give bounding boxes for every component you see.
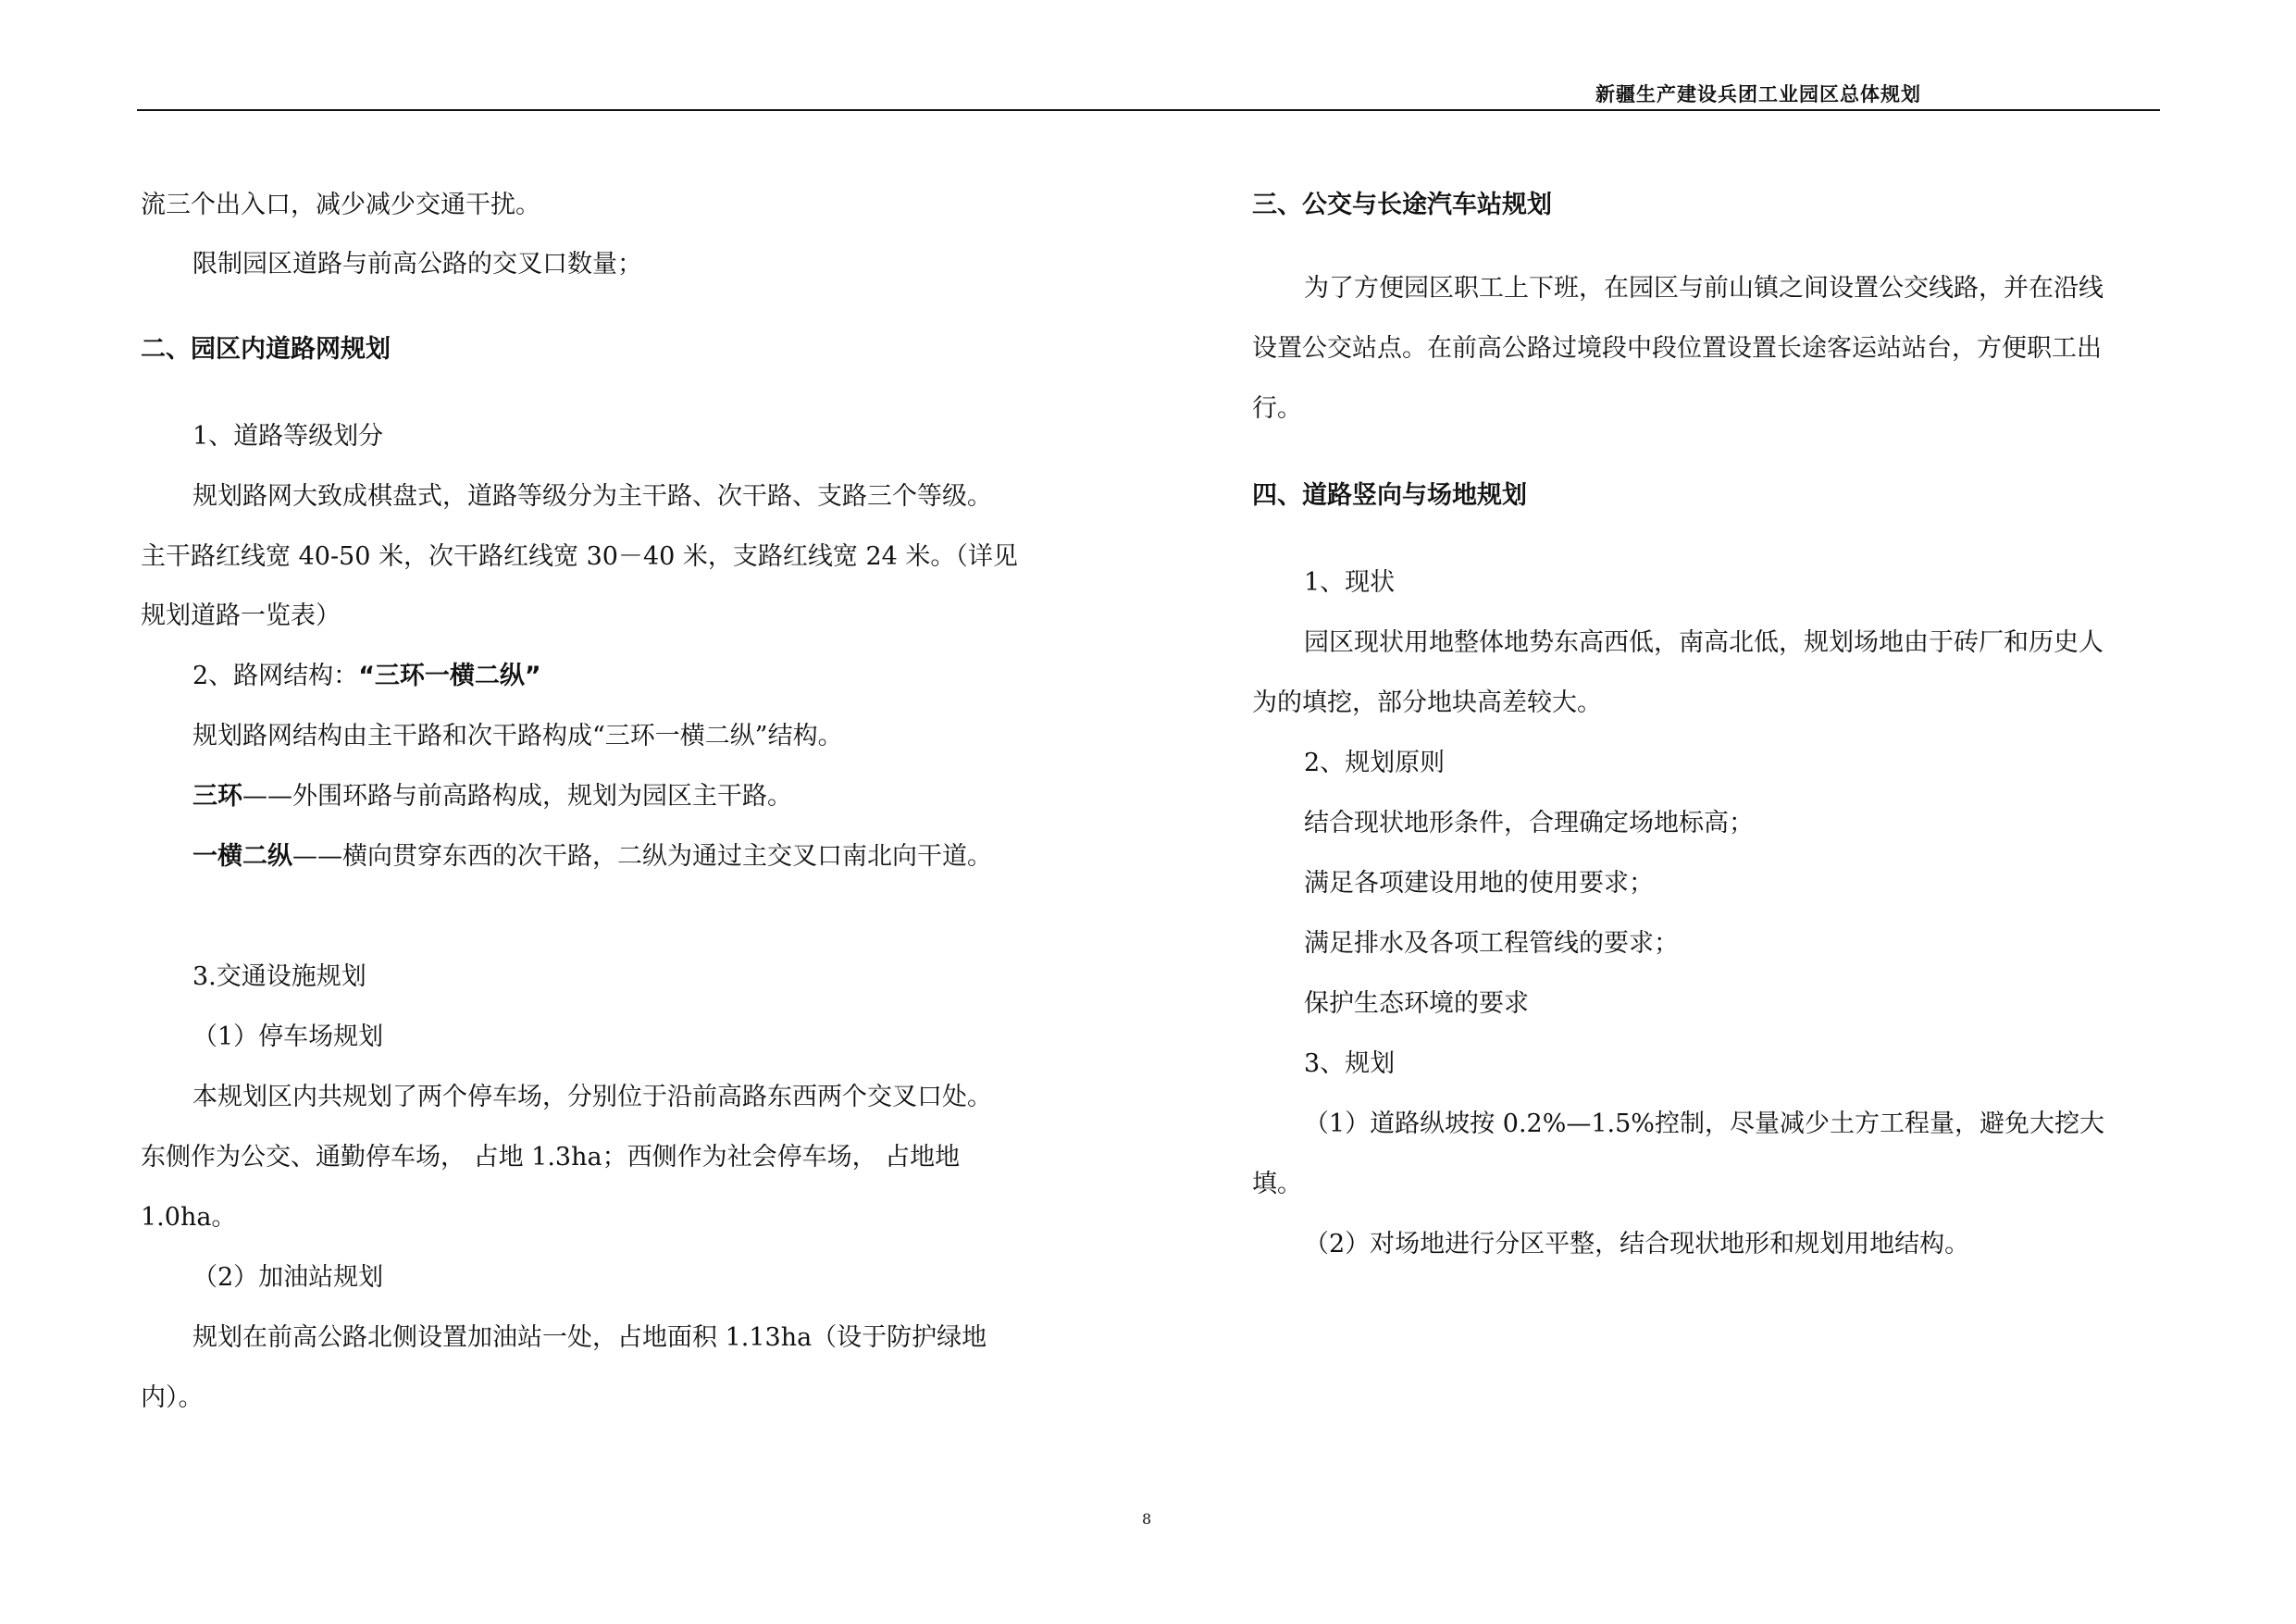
subsection-heading: 1、现状: [1304, 568, 1396, 597]
section-heading: 三、公交与长途汽车站规划: [1252, 191, 1552, 219]
paragraph-line: 规划在前高公路北侧设置加油站一处，占地面积 1.13ha（设于防护绿地: [192, 1323, 987, 1352]
subsection-heading: 3、规划: [1304, 1049, 1396, 1078]
paragraph-line: 行。: [1252, 394, 1302, 423]
term-description: ——横向贯穿东西的次干路，二纵为通过主交叉口南北向干道。: [292, 842, 992, 871]
paragraph-line: [192, 783, 792, 811]
term-label: 一横二纵: [192, 842, 292, 871]
document-header-title: 新疆生产建设兵团工业园区总体规划: [1595, 83, 1921, 105]
subsection-heading: （2）加油站规划: [192, 1263, 384, 1292]
term-description: ——外围环路与前高路构成，规划为园区主干路。: [242, 782, 792, 811]
paragraph-line: 满足排水及各项工程管线的要求；: [1304, 929, 1679, 958]
subsection-heading: 2、规划原则: [1304, 749, 1446, 777]
paragraph-line: 主干路红线宽 40-50 米，次干路红线宽 30－40 米，支路红线宽 24 米。（详见: [141, 542, 1018, 571]
paragraph-line: 设置公交站点。在前高公路过境段中段位置设置长途客运站站台，方便职工出: [1252, 334, 2102, 363]
paragraph-line: 为了方便园区职工上下班，在园区与前山镇之间设置公交线路，并在沿线: [1304, 274, 2104, 303]
paragraph-line: 为的填挖，部分地块高差较大。: [1252, 688, 1602, 717]
paragraph-line: 保护生态环境的要求: [1304, 989, 1529, 1018]
subsection-heading: [192, 663, 541, 690]
term-label: 三环: [192, 782, 242, 811]
paragraph-line: 规划路网大致成棋盘式，道路等级分为主干路、次干路、支路三个等级。: [192, 482, 992, 511]
paragraph-line: 1.0ha。: [141, 1203, 237, 1232]
paragraph-line: 结合现状地形条件，合理确定场地标高；: [1304, 809, 1754, 837]
paragraph-line: 流三个出入口，减少减少交通干扰。: [141, 191, 540, 219]
paragraph-line: 填。: [1252, 1170, 1302, 1198]
subsection-prefix: 2、路网结构：: [192, 662, 359, 690]
paragraph-line: 规划道路一览表）: [141, 601, 341, 630]
header-divider: [137, 109, 2160, 111]
paragraph-line: [192, 843, 992, 871]
paragraph-line: （2）对场地进行分区平整，结合现状地形和规划用地结构。: [1304, 1230, 1970, 1258]
subsection-heading: 1、道路等级划分: [192, 422, 384, 451]
paragraph-line: （1）道路纵坡按 0.2%—1.5%控制，尽量减少土方工程量，避免大挖大: [1304, 1110, 2104, 1138]
subsection-heading: （1）停车场规划: [192, 1023, 384, 1051]
section-heading: 四、道路竖向与场地规划: [1252, 481, 1527, 510]
paragraph-line: 内）。: [141, 1383, 204, 1412]
paragraph-line: 规划路网结构由主干路和次干路构成“三环一横二纵”结构。: [192, 722, 843, 750]
paragraph-line: 东侧作为公交、通勤停车场， 占地 1.3ha；西侧作为社会停车场， 占地地: [141, 1143, 961, 1172]
subsection-heading: 3.交通设施规划: [192, 962, 366, 991]
paragraph-line: 本规划区内共规划了两个停车场，分别位于沿前高路东西两个交叉口处。: [192, 1083, 992, 1111]
paragraph-line: 园区现状用地整体地势东高西低，南高北低，规划场地由于砖厂和历史人: [1304, 628, 2104, 657]
emphasis-text: “三环一横二纵”: [358, 662, 541, 690]
section-heading: 二、园区内道路网规划: [141, 335, 391, 364]
paragraph-line: 限制园区道路与前高公路的交叉口数量；: [192, 250, 642, 279]
paragraph-line: 满足各项建设用地的使用要求；: [1304, 869, 1654, 898]
page-number: 8: [1142, 1510, 1152, 1528]
